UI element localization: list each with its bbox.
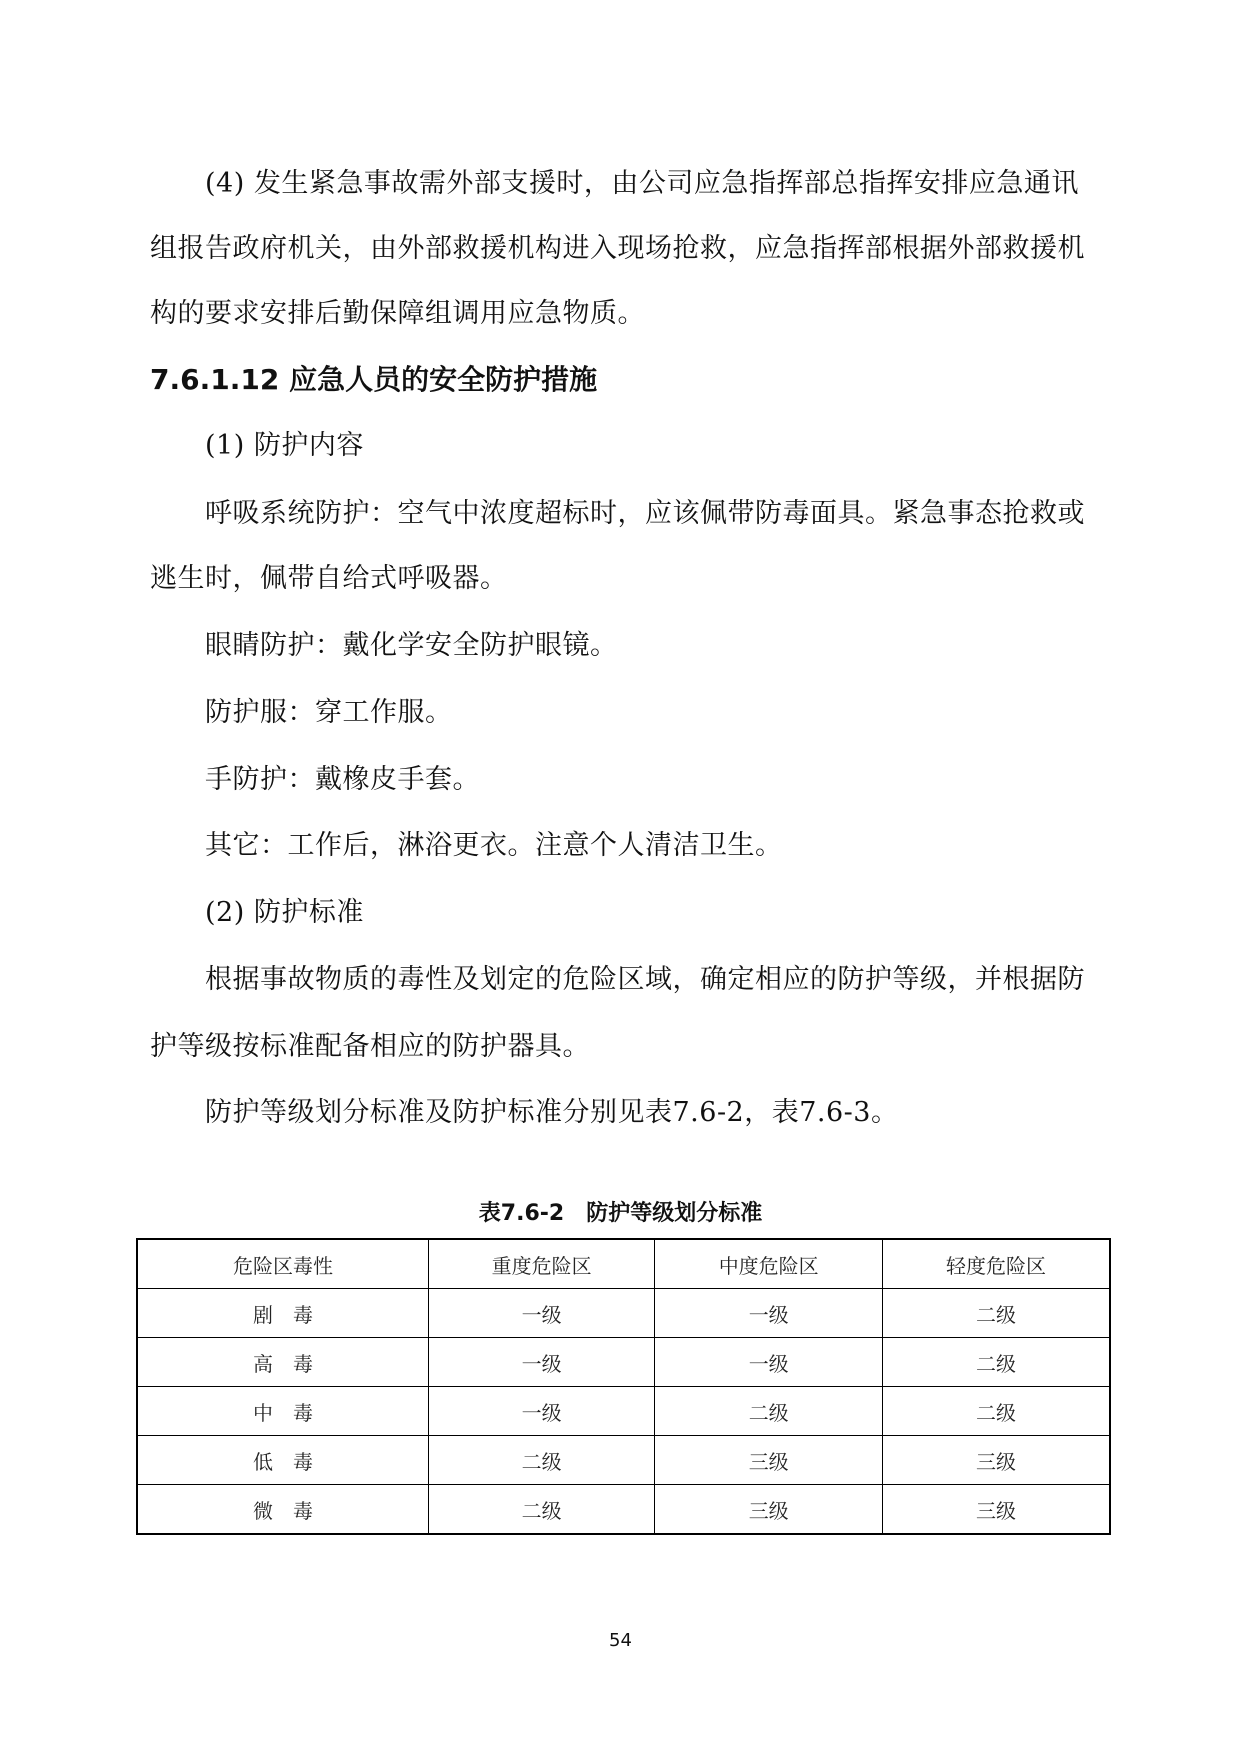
table-cell: 三级 [655,1485,883,1535]
table-cell: 剧 毒 [137,1289,428,1338]
table-cell: 二级 [655,1387,883,1436]
table-cell: 二级 [882,1338,1110,1387]
table-cell: 一级 [655,1289,883,1338]
table-cell: 高 毒 [137,1338,428,1387]
table-cell: 三级 [882,1436,1110,1485]
table-cell: 一级 [655,1338,883,1387]
column-header: 中度危险区 [655,1239,883,1289]
table-cell: 三级 [882,1485,1110,1535]
table-cell: 二级 [428,1485,655,1535]
protection-level-table [136,1238,1111,1535]
table-cell: 微 毒 [137,1485,428,1535]
table-cell: 三级 [655,1436,883,1485]
paragraph-line: 眼睛防护：戴化学安全防护眼镜。 [205,630,618,661]
table-cell: 一级 [428,1289,655,1338]
page-number: 54 [609,1630,632,1651]
table-row [137,1387,1110,1436]
paragraph-line: 手防护：戴橡皮手套。 [205,764,480,795]
paragraph-line: 根据事故物质的毒性及划定的危险区域，确定相应的防护等级，并根据防 [205,964,1085,995]
table-header-row [137,1239,1110,1289]
paragraph-line: (4) 发生紧急事故需外部支援时，由公司应急指挥部总指挥安排应急通讯 [205,168,1079,199]
paragraph-line: 呼吸系统防护：空气中浓度超标时，应该佩带防毒面具。紧急事态抢救或 [205,498,1085,529]
paragraph-line: 逃生时，佩带自给式呼吸器。 [150,563,508,594]
table-row [137,1338,1110,1387]
column-header: 轻度危险区 [882,1239,1110,1289]
table-cell: 一级 [428,1387,655,1436]
paragraph-line: 其它：工作后，淋浴更衣。注意个人清洁卫生。 [205,830,783,861]
paragraph-line: (1) 防护内容 [205,430,364,461]
paragraph-line: 构的要求安排后勤保障组调用应急物质。 [150,298,645,329]
table-cell: 二级 [428,1436,655,1485]
table-row [137,1289,1110,1338]
paragraph-line: 防护等级划分标准及防护标准分别见表7.6-2，表7.6-3。 [205,1097,899,1128]
table-cell: 一级 [428,1338,655,1387]
paragraph-line: (2) 防护标准 [205,897,364,928]
table-row [137,1436,1110,1485]
paragraph-line: 防护服：穿工作服。 [205,697,453,728]
table-cell: 中 毒 [137,1387,428,1436]
table-cell: 二级 [882,1387,1110,1436]
column-header: 危险区毒性 [137,1239,428,1289]
section-heading: 7.6.1.12 应急人员的安全防护措施 [150,363,598,396]
paragraph-line: 组报告政府机关，由外部救援机构进入现场抢救，应急指挥部根据外部救援机 [150,233,1085,264]
paragraph-line: 护等级按标准配备相应的防护器具。 [150,1031,590,1062]
table-cell: 低 毒 [137,1436,428,1485]
column-header: 重度危险区 [428,1239,655,1289]
table-cell: 二级 [882,1289,1110,1338]
table-row [137,1485,1110,1535]
table-caption: 表7.6-2 防护等级划分标准 [478,1201,763,1226]
